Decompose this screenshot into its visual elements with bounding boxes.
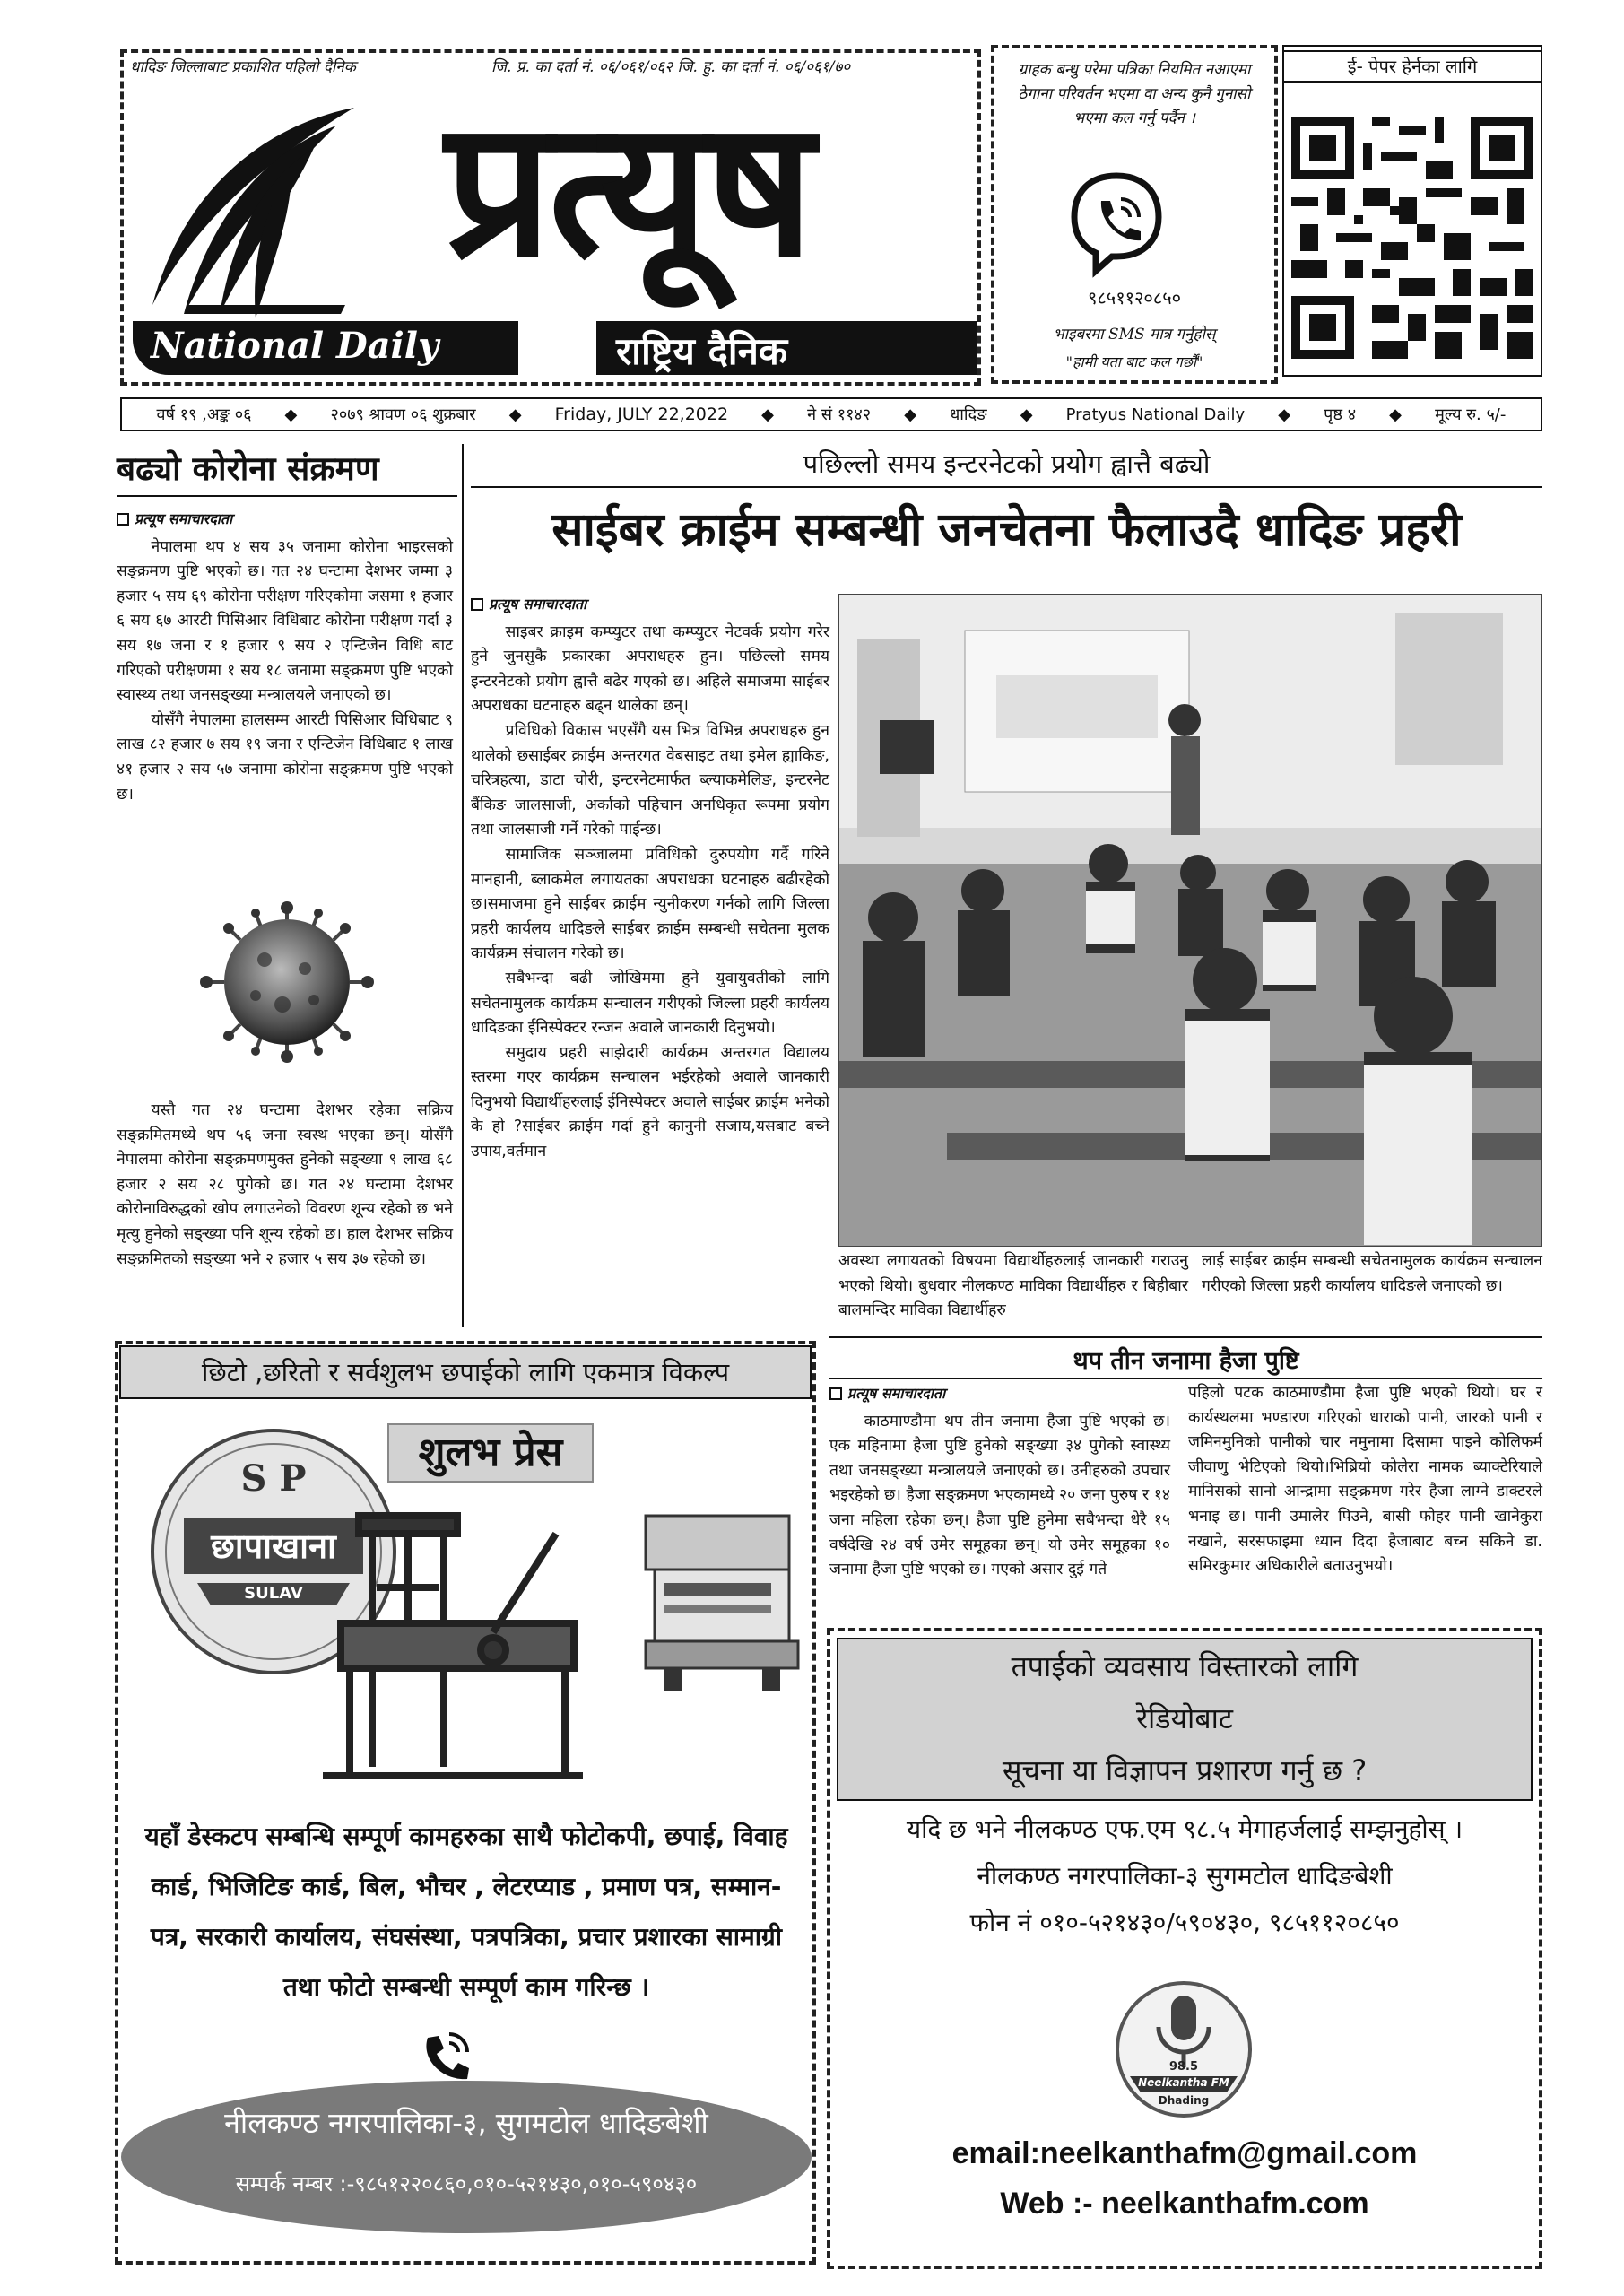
cyber-paragraph: साइबर क्राइम कम्प्युटर तथा कम्प्युटर नेटवर्क प्रयोग गरेर हुने जुनसुकै प्रकारका अपराधहरु हुन। पछिल्लो समय इन्टरनेटको प्रयोग ह्वात्तै बढेर गएको छ। अहिले समाजमा साईबर अपराधका घटनाहरु बढ्न थालेका छन्। bbox=[471, 622, 829, 716]
cholera-col1 bbox=[829, 1381, 1170, 1583]
national-daily-banner bbox=[133, 321, 518, 375]
fm-call-line: यदि छ भने नीलकण्ठ एफ.एम ९८.५ मेगाहर्जलाई सम्झनुहोस् । bbox=[906, 1814, 1463, 1844]
fm-logo-name: Neelkantha FM bbox=[1138, 2076, 1229, 2089]
epaper-label[interactable]: ई- पेपर हेर्नका लागि bbox=[1282, 50, 1542, 83]
cyber-cont-col1: अवस्था लगायतको विषयमा विद्यार्थीहरुलाई जानकारी गराउनु भएको थियो। बुधवार नीलकण्ठ माविका विद्यार्थीहरु र बिहीबार बालमन्दिर माविका विद्यार्थीहरु bbox=[838, 1252, 1188, 1320]
bullet: ◆ bbox=[1278, 404, 1291, 424]
tagline-first-daily: धादिङ जिल्लाबाट प्रकाशित पहिलो दैनिक bbox=[130, 58, 356, 76]
cyber-paragraph: प्रविधिको विकास भएसँगै यस भित्र विभिन्न अपराधहरु हुन थालेको छसाईबर क्राईम अन्तरगत वेबसाइट तथा इमेल ह्याकिङ, चरित्रहत्या, डाटा चोरी, इन्टरनेटमार्फत ब्ल्याकमेलिङ, इन्टरनेट बैंकिङ जालसाजी, अर्काको पहिचान अनधिकृत रूपमा प्रयोग तथा जालसाजी गर्ने गरेको पाईन्छ। bbox=[471, 721, 829, 839]
nepal-samvat: ने सं ११४२ bbox=[807, 405, 872, 424]
cholera-byline: प्रत्यूष समाचारदाता bbox=[829, 1381, 1170, 1406]
classroom-photo bbox=[838, 594, 1542, 1247]
byline-box-icon bbox=[829, 1387, 842, 1400]
press-ad-tagline: छिटो ,छरितो र सर्वशुलभ छपाईको लागि एकमात्र विकल्प bbox=[119, 1345, 812, 1399]
bullet: ◆ bbox=[1389, 404, 1402, 424]
corona-article bbox=[117, 507, 453, 807]
viber-icon bbox=[1067, 170, 1166, 278]
dateline-bar bbox=[120, 397, 1542, 431]
corona-headline-rule bbox=[117, 495, 457, 497]
page-number: पृष्ठ ४ bbox=[1324, 405, 1357, 424]
qr-code[interactable] bbox=[1291, 117, 1533, 359]
registration-number: जि. प्र. का दर्ता नं. ०६/०६१/०६२ जि. हु. का दर्ता नं. ०६/०६१/७० bbox=[491, 58, 851, 76]
cholera-rule-bottom bbox=[829, 1378, 1542, 1379]
cholera-col2: पहिलो पटक काठमाण्डौमा हैजा पुष्टि भएको थियो। घर र कार्यस्थलमा भण्डारण गरिएको धाराको पानी, जारको पानी र जमिनमुनिको पानीको चार नमुनामा दिसामा पाइने कोलिफर्म जीवाणु भेटिएको थियो।भिब्रियो कोलेरा नामक ब्याक्टेरियाले मानिसको सानो आन्द्रामा सङ्क्रमण गरेर हैजा लाग्ने डाक्टरले भनाइ छ। पानी उमालेर पिउने, बासी फोहर पानी खानेकुरा नखाने, सरसफाइमा ध्यान दिदा हैजाबाट बच्न सकिने डा. समिरकुमार अधिकारीले बताउनुभयो। bbox=[1188, 1384, 1542, 1576]
price: मूल्य रु. ५/- bbox=[1435, 405, 1507, 424]
corona-byline: प्रत्यूष समाचारदाता bbox=[117, 507, 453, 532]
old-press-image bbox=[287, 1480, 610, 1803]
bullet: ◆ bbox=[904, 404, 917, 424]
cyber-cont-col2: लाई साईबर क्राईम सम्बन्धी सचेतनामुलक कार्यक्रम सन्चालन गरीएको जिल्ला प्रहरी कार्यालय धादिङले जनाएको छ। bbox=[1202, 1252, 1542, 1295]
byline-box-icon bbox=[471, 598, 483, 611]
bullet: ◆ bbox=[508, 404, 522, 424]
cyber-paragraph: सबैभन्दा बढी जोखिममा हुने युवायुवतीको लागि सचेतनामुलक कार्यक्रम सन्चालन गरीएको जिल्ला प्रहरी कार्यलय धादिङका ईनिस्पेक्टर रन्जन अवाले जानकारी दिनुभयो। bbox=[471, 969, 829, 1038]
neelkantha-fm-logo bbox=[1112, 1978, 1255, 2121]
cyber-kicker-rule bbox=[471, 486, 1542, 488]
press-services: यहाँ डेस्कटप सम्बन्धि सम्पूर्ण कामहरुका साथै फोटोकपी, छपाई, विवाह कार्ड, भिजिटिङ कार्ड, बिल, भौचर , लेटरप्याड , प्रमाण पत्र, सम्मान-पत्र, सरकारी कार्यालय, संघसंस्था, पत्रपत्रिका, प्रचार प्रशारका सामाग्री तथा फोटो सम्बन्धी सम्पूर्ण काम गरिन्छ । bbox=[144, 1822, 788, 2002]
cholera-rule-top bbox=[829, 1336, 1542, 1338]
cyber-byline: प्रत्यूष समाचारदाता bbox=[471, 592, 829, 617]
fm-logo-place: Dhading bbox=[1158, 2094, 1210, 2107]
byline-box-icon bbox=[117, 513, 129, 526]
paper-name: Pratyus National Daily bbox=[1065, 404, 1246, 424]
corona-paragraph: यस्तै गत २४ घन्टामा देशभर रहेका सक्रिय सङ्क्रमितमध्ये थप ५६ जना स्वस्थ भएका छन्। योसँगै नेपालमा कोरोना सङ्क्रमणमुक्त हुनेको सङ्ख्या ९ लाख ६८ हजार २ सय २८ पुगेको छ। गत २४ घन्टामा देशभर कोरोनाविरुद्धको खोप लगाउनेको विवरण शून्य रहेको छ भने मृत्यु हुनेको सङ्ख्या पनि शून्य रहेको छ। हाल देशभर सक्रिय सङ्क्रमितको सङ्ख्या भने २ हजार ५ सय ३७ रहेको छ। bbox=[117, 1101, 453, 1268]
corona-paragraph: योसँगै नेपालमा हालसम्म आरटी पिसिआर विधिबाट ९ लाख ८२ हजार ७ सय १९ जना र एन्टिजेन विधिबाट १ लाख ४१ हजार २ सय ५७ जनामा कोरोना सङ्क्रमण पुष्टि भएको छ। bbox=[117, 710, 453, 804]
sulav-monogram: S P bbox=[240, 1457, 307, 1500]
fm-website[interactable]: Web :- neelkanthafm.com bbox=[1000, 2187, 1369, 2221]
bullet: ◆ bbox=[1020, 404, 1033, 424]
corona-article-cont bbox=[117, 1099, 453, 1272]
subscriber-note: ग्राहक बन्धु परेमा पत्रिका नियमित नआएमा ठेगाना परिवर्तन भएमा वा अन्य कुनै गुनासो भएमा कल गर्नु पर्दैन । bbox=[1018, 61, 1251, 127]
cyber-kicker: पछिल्लो समय इन्टरनेटको प्रयोग ह्वात्तै बढ्यो bbox=[803, 448, 1211, 479]
fm-address: नीलकण्ठ नगरपालिका-३ सुगमटोल धादिङबेशी bbox=[977, 1861, 1393, 1891]
sulav-logo-text: छापाखाना bbox=[211, 1526, 336, 1566]
cyber-article bbox=[471, 592, 829, 1165]
masthead-title: प्रत्यूष bbox=[445, 77, 811, 299]
dateline-place: धादिङ bbox=[950, 405, 987, 424]
fm-logo-frequency: 98.5 bbox=[1168, 2060, 1199, 2074]
bullet: ◆ bbox=[284, 404, 298, 424]
cyber-headline: साईबर क्राईम सम्बन्धी जनचेतना फैलाउदै धादिङ प्रहरी bbox=[551, 503, 1462, 557]
nepali-tag-text: राष्ट्रिय दैनिक bbox=[616, 329, 788, 373]
press-name-label: शुलभ प्रेस bbox=[387, 1423, 594, 1483]
phone-icon bbox=[417, 2029, 471, 2083]
fm-email[interactable]: email:neelkanthafm@gmail.com bbox=[951, 2136, 1418, 2170]
coronavirus-image bbox=[179, 897, 395, 1067]
viber-number: ९८५११२०८५० bbox=[1088, 287, 1181, 309]
corona-paragraph: नेपालमा थप ४ सय ३५ जनामा कोरोना भाइरसको सङ्क्रमण पुष्टि भएको छ। गत २४ घन्टामा देशभर जम्मा ३ हजार ५ सय ६९ कोरोना परीक्षण गरिएकोमा जसमा १ हजार ६ सय ६७ आरटी पिसिआर विधिबाट कोरोना परीक्षण गर्दा ३ सय १७ जना र १ हजार ९ सय २ एन्टिजेन विधि बाट गरिएको परीक्षणमा १ सय १८ जनामा सङ्क्रमण पुष्टि भएको स्वास्थ्य तथा जनसङ्ख्या मन्त्रालयले जनाएको छ। bbox=[117, 537, 453, 705]
viber-sms-note: भाइबरमा SMS मात्र गर्नुहोस् bbox=[1053, 326, 1216, 344]
fm-ad-line: रेडियोबाट bbox=[1135, 1701, 1234, 1735]
viber-slogan: "हामी यता बाट कल गर्छौं" bbox=[1065, 353, 1203, 370]
cholera-headline: थप तीन जनामा हैजा पुष्टि bbox=[1073, 1347, 1299, 1375]
year-issue: वर्ष १९ ,अङ्क ०६ bbox=[156, 405, 252, 424]
nepali-date: २०७९ श्रावण ०६ शुक्रबार bbox=[330, 405, 476, 424]
press-contact-numbers[interactable]: सम्पर्क नम्बर :-९८५१२२०८६०,०१०-५२१४३०,०१०-५९०४३० bbox=[235, 2171, 698, 2196]
english-date: Friday, JULY 22,2022 bbox=[554, 404, 729, 424]
corona-headline: बढ्यो कोरोना संक्रमण bbox=[117, 449, 379, 488]
national-daily-text: National Daily bbox=[151, 325, 439, 367]
sulav-logo-ribbon: SULAV bbox=[244, 1584, 303, 1603]
column-divider bbox=[462, 444, 464, 1327]
cholera-paragraph: काठमाण्डौमा थप तीन जनामा हैजा पुष्टि भएको छ। एक महिनामा हैजा पुष्टि हुनेको सङ्ख्या ३४ पुगेको स्वास्थ्य तथा जनसङ्ख्या मन्त्रालयले जनाएको छ। उनीहरुको उपचार भइरहेको छ। हैजा सङ्क्रमण भएकामध्ये २० जना पुरुष र १४ जना महिला रहेका छन्। हैजा पुष्टि हुनेमा सबैभन्दा धेरै १५ वर्षदेखि २४ वर्ष उमेर समूहका छन्। यो उमेर समूहका १० जनामा हैजा पुष्टि भएको छ। गएको असार दुई गते bbox=[829, 1412, 1170, 1579]
fm-ad-line: तपाईको व्यवसाय विस्तारको लागि bbox=[1011, 1649, 1359, 1683]
fm-phone[interactable]: फोन नं ०१०-५२१४३०/५९०४३०, ९८५११२०८५० bbox=[969, 1908, 1400, 1937]
offset-press-image bbox=[628, 1498, 807, 1695]
fm-ad-line: सूचना या विज्ञापन प्रशारण गर्नु छ ? bbox=[1002, 1753, 1368, 1787]
nepali-tag-banner bbox=[596, 321, 977, 375]
cyber-paragraph: समुदाय प्रहरी साझेदारी कार्यक्रम अन्तरगत विद्यालय स्तरमा गएर कार्यक्रम सन्चालन भईरहेको अवाले जानकारी दिनुभयो विद्यार्थीहरुलाई ईनिस्पेक्टर अवाले साईबर क्राईम भनेको के हो ?साईबर क्राईम गर्दा हुने कानुनी सजाय,यसबाट बच्ने उपाय,वर्तमान bbox=[471, 1043, 829, 1161]
bullet: ◆ bbox=[761, 404, 775, 424]
press-address: नीलकण्ठ नगरपालिका-३, सुगमटोल धादिङबेशी bbox=[224, 2106, 708, 2140]
cyber-paragraph: सामाजिक सञ्जालमा प्रविधिको दुरुपयोग गर्दै गरिने मानहानी, ब्लाकमेल लगायतका अपराधका घटनाहरु बढीरहेको छ।समाजमा हुने साईबर क्राईम न्युनीकरण गर्नको लागि जिल्ला प्रहरी कार्यलय धादिङले साईबर क्राईम सम्बन्धी सचेतना मुलक कार्यक्रम संचालन गरेको छ। bbox=[471, 845, 829, 963]
